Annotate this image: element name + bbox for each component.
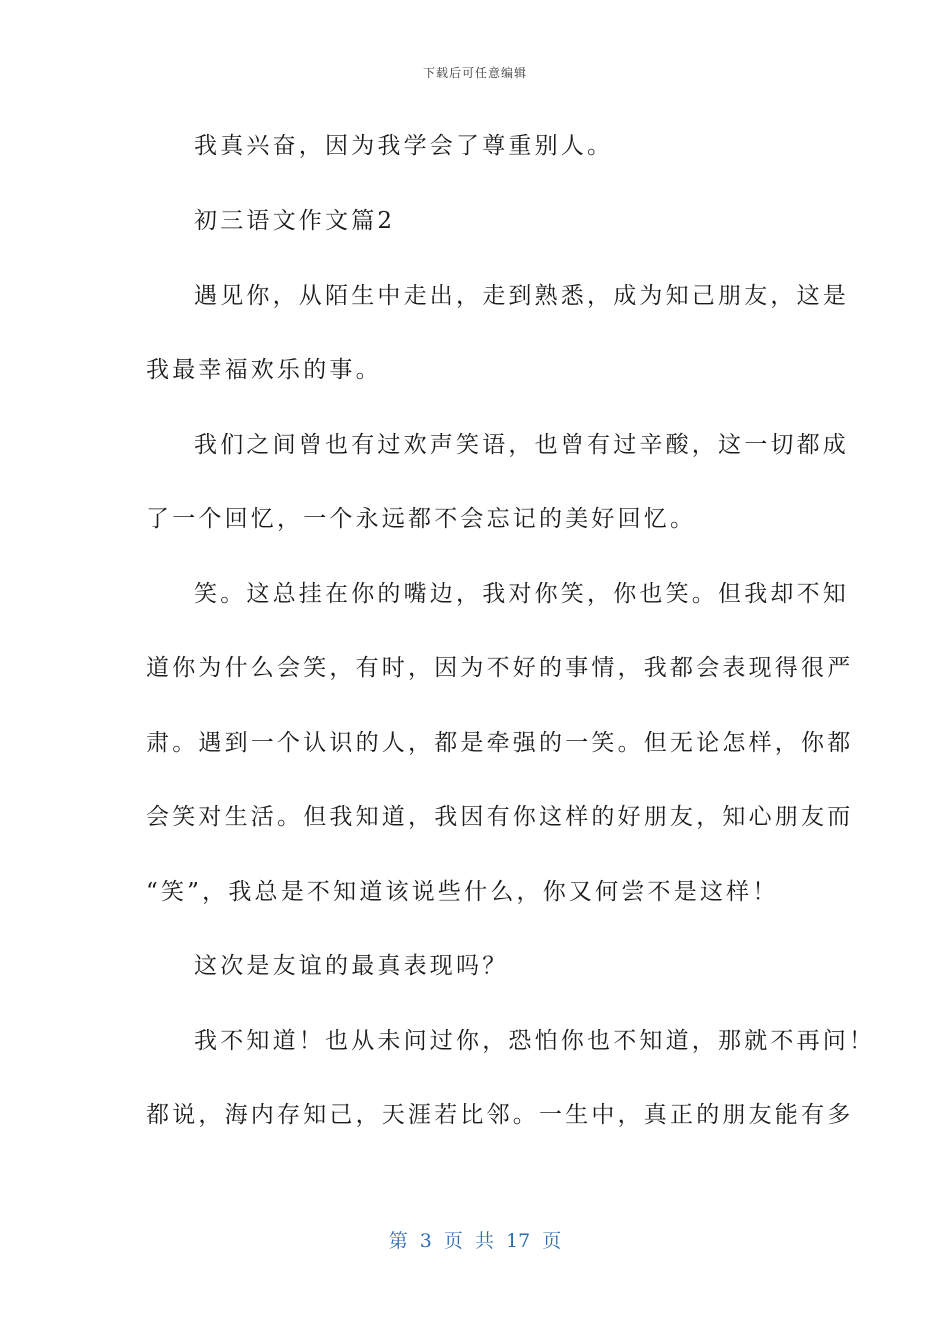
- page-header: 下载后可任意编辑: [422, 66, 527, 80]
- section-heading: 初三语文作文篇2: [194, 208, 396, 234]
- paragraph-line: 会笑对生活。但我知道，我因有你这样的好朋友，知心朋友而: [146, 804, 854, 830]
- paragraph-line: 我最幸福欢乐的事。: [146, 357, 382, 383]
- paragraph-line: “笑”，我总是不知道该说些什么，你又何尝不是这样！: [146, 879, 779, 905]
- paragraph-line: 道你为什么会笑，有时，因为不好的事情，我都会表现得很严: [146, 655, 854, 681]
- paragraph-line: 肃。遇到一个认识的人，都是牵强的一笑。但无论怎样，你都: [146, 730, 854, 756]
- paragraph-line: 我真兴奋，因为我学会了尊重别人。: [194, 133, 614, 159]
- paragraph-line: 都说，海内存知己，天涯若比邻。一生中，真正的朋友能有多: [146, 1102, 854, 1128]
- paragraph-line: 笑。这总挂在你的嘴边，我对你笑，你也笑。但我却不知: [194, 581, 849, 607]
- paragraph-line: 这次是友谊的最真表现吗？: [194, 953, 509, 979]
- paragraph-line: 了一个回忆，一个永远都不会忘记的美好回忆。: [146, 506, 697, 532]
- paragraph-line: 遇见你，从陌生中走出，走到熟悉，成为知己朋友，这是: [194, 283, 849, 309]
- paragraph-line: 我不知道！也从未问过你，恐怕你也不知道，那就不再问！: [194, 1028, 876, 1054]
- page-number: 第 3 页 共 17 页: [388, 1230, 562, 1252]
- paragraph-line: 我们之间曾也有过欢声笑语，也曾有过辛酸，这一切都成: [194, 432, 849, 458]
